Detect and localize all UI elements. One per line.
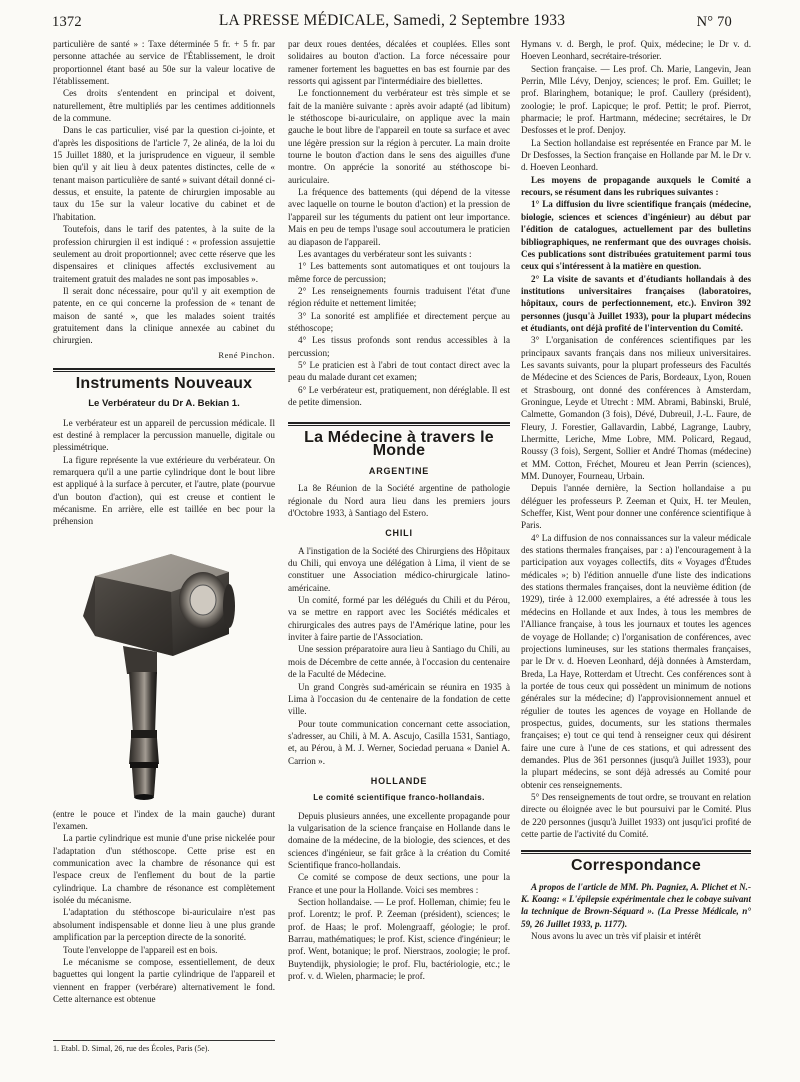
paragraph: Hymans v. d. Bergh, le prof. Quix, médecine; le Dr v. d. Hoeven Leonhard, secrétaire-trésorier. (521, 39, 751, 62)
paragraph: La figure représente la vue extérieure du verbérateur. On remarquera qu'il a une partie cylindrique dont le bout libre est appliqué à la surface à percuter, et l'autre, plate (pourvue d'un bouton d'action), qui est creuse et contient le mécanisme. En arrière, elle est taillée en bec pour la préhension (53, 454, 275, 527)
journal-title: LA PRESSE MÉDICALE, Samedi, 2 Septembre 1933 (218, 12, 566, 29)
paragraph: Nous avons lu avec un très vif plaisir et intérêt (531, 931, 702, 942)
column-middle (288, 38, 510, 1068)
footnote: 1. Etabl. D. Simal, 26, rue des Écoles, Paris (5e). (53, 1040, 275, 1053)
page-number: 1372 (52, 14, 82, 30)
paragraph: Le fonctionnement du verbérateur est très simple et se fait de la manière suivante : après avoir adapté (ad libitum) le stéthoscope bi-auriculaire, on applique avec la main gauche le bout libre de l'appareil en toute sa surface et avec une légère pression sur la région à percuter. La main droite tourne le bouton d'action dans le sens des aiguilles d'une montre. On apprécie la sonorité au stéthoscope bi-auriculaire. (288, 88, 510, 185)
column-right (521, 38, 751, 1068)
paragraph: Le verbérateur est un appareil de percussion médicale. Il est destiné à remplacer la percussion manuelle, digitale ou plessimétrique. (53, 417, 275, 453)
paragraph: Depuis plusieurs années, une excellente propagande pour la vulgarisation de la science française en Hollande dans le domaine de la médecine, de la biologie, des sciences, et des sciences d'ingénieur, se fait grâce à la création du Comité Scientifique franco-hollandais. (288, 810, 510, 870)
paragraph: 5° Le praticien est à l'abri de tout contact direct avec la peau du malade durant cet examen; (288, 359, 510, 383)
section-rule (53, 368, 275, 370)
paragraph: 2° La visite de savants et d'étudiants hollandais à des institutions universitaires françaises (laboratoires, hôpitaux, cours de perfectionnement, etc.). Environ 392 personnes (jusqu'à Juillet 1933), pour la plupart médecins et étudiants, ont déjà profité de l'intervention du Comité. (521, 273, 751, 333)
paragraph: Section hollandaise. — Le prof. Holleman, chimie; feu le prof. Lorentz; le prof. P. Zeeman (président), sciences; le prof. de Haas; le prof. Molengraaff, géologie; le prof. Barrau, mathématiques; le prof. Kist, science d'ingénieur; le prof. Went, botanique; le prof. Nierstraos, zoologie; le prof. Buytendijk, physiologie; le prof. Flu, bactériologie, etc.; le prof. v. d. Wielen, pharmacie; le prof. (288, 897, 510, 982)
section-rule (53, 371, 275, 372)
paragraph: La Section hollandaise est représentée en France par M. le Dr Desfosses, la Section française en Hollande par M. le Dr v. d. Hoeven Leonhard. (521, 137, 751, 173)
section-rule (288, 422, 510, 424)
paragraph: Pour toute communication concernant cette association, s'adresser, au Chili, à M. A. Ascujo, Casilla 1531, Santiago, et, au Pérou, à M. J. Werner, Sociedad peruana « Daniel A. Carrion ». (288, 718, 510, 766)
paragraph: 6° Le verbérateur est, pratiquement, non déréglable. Il est de petite dimension. (288, 384, 510, 407)
paragraph: Depuis l'année dernière, la Section hollandaise a pu déléguer les professeurs P. Zeeman et Quix, H. ter Meulen, Scheffer, Kist, Went pour donner une conférence scientifique à Paris. (521, 483, 751, 531)
issue-number: N° 70 (696, 14, 732, 30)
paragraph: Un comité, formé par les délégués du Chili et du Pérou, va se mettre en rapport avec les Sociétés médicales et chirurgicales des autres pays de l'Amérique latine, pour les inviter à faire partie de l'Association. (288, 595, 510, 643)
paragraph: La 8e Réunion de la Société argentine de pathologie régionale du Nord aura lieu dans les premiers jours d'Octobre 1933, à Santiago del Estero. (288, 483, 510, 519)
paragraph: Les avantages du verbérateur sont les suivants : (298, 248, 472, 259)
hollande-subheading: Le comité scientifique franco-hollandais. (313, 793, 485, 803)
country-heading-hollande: HOLLANDE (370, 775, 428, 786)
paragraph: (entre le pouce et l'index de la main gauche) durant l'examen. (53, 808, 275, 832)
paragraph: 2° Les renseignements fournis traduisent l'état d'une région réduite et nettement limitée; (288, 285, 510, 309)
article-subtitle: Le Verbérateur du Dr A. Bekian 1. (88, 398, 240, 410)
section-title-instruments: Instruments Nouveaux (75, 374, 253, 392)
paragraph: 1° La diffusion du livre scientifique français (médecine, biologie, sciences et sciences d'ingénieur) au début par l'édition de catalogues, actuellement par des bulletins bibliographiques, ne renfermant que des ouvrages choisis. Ces publications sont distribuées gratuitement parmi tous ceux qui s'intéressent à la matière en question. (521, 199, 751, 272)
paragraph: La partie cylindrique est munie d'une prise nickelée pour l'adaptation d'un stéthoscope. Cette prise est en communication avec la chambre de résonance qui est l'espace creux de l'enflement du bout de la partie cylindrique. La chambre de résonance est complètement isolée du mécanisme. (53, 833, 275, 906)
paragraph: 4° La diffusion de nos connaissances sur la valeur médicale des stations thermales françaises, par : a) l'encouragement à la participation aux voyages collectifs, dits « Voyages d'Études médicales »; b) l'édition annuelle d'une liste des indications des stations thermales françaises, dont la neuvième édition (de 1929), tirée à 12.000 exemplaires, a été adressée à tous les médecins en Hollande et aux Indes, à tous les membres de l'Alliance française, à tous les journaux et toutes les agences de voyage de Hollande; c) l'organisation de conférences, avec projections lumineuses, sur les stations thermales françaises, par le Dr v. d. Hoeven Leonhard, déjà données à Amsterdam, Breda, La Haye, Rotterdam et Utrecht. Ces conférences sont à la portée de tous ceux qui possèdent un minimum de notions générales sur la médecine; d) l'approvisionnement annuel et régulier de toutes les agences de voyage en Hollande de prospectus, guides, documents, sur les stations thermales françaises; e) tout ce qui tend à renseigner ceux qui désirent faire une cure à l'une de ces stations, et qui adressent des demandes. Plus de 361 personnes (jusqu'à Juillet 1933), pour la plupart médecins, se sont déjà adressés au Comité pour obtenir ces renseignements. (521, 532, 751, 790)
paragraph: 4° Les tissus profonds sont rendus accessibles à la percussion; (288, 335, 510, 358)
paragraph: Section française. — Les prof. Ch. Marie, Langevin, Jean Perrin, Mlle Lévy, Denjoy, sciences; le prof. Em. Guillet; le prof. Blaringhem, botanique; le prof. Caullery (président), zoologie; le prof. Lapicque; le prof. Pettit; le prof. Pierrot, pharmacie; le prof. Hartmann, médecine; secrétaires, le Dr Desfosses et le prof. Denjoy. (521, 63, 751, 136)
paragraph: Un grand Congrès sud-américain se réunira en 1935 à Lima à l'occasion du 4e centenaire de la fondation de cette ville. (288, 681, 510, 717)
section-title-correspondance: Correspondance (571, 857, 701, 875)
paragraph: Toute l'enveloppe de l'appareil est en bois. (63, 944, 218, 955)
paragraph: Le mécanisme se compose, essentiellement, de deux baguettes qui longent la partie cylindrique de l'appareil et viennent en frapper (verbérare) alternativement le fond. Cette alternance est obtenue (53, 956, 275, 1004)
country-heading-argentine: ARGENTINE (368, 466, 430, 476)
section-rule (288, 425, 510, 426)
paragraph: 3° La sonorité est amplifiée et directement perçue au stéthoscope; (288, 310, 510, 333)
signature: René Pinchon. (218, 349, 275, 360)
paragraph: Dans le cas particulier, visé par la question ci-jointe, et d'après les dispositions de l'article 7, 2e alinéa, de la loi du 15 Juillet 1880, et la jurisprudence en vigueur, il semble bien qu'il y ait lieu à deux patentes distinctes, celle de « tenant maison particulière de santé » suivant détail donné ci-dessus, et ensuite, la patente de chirurgien imposable au taux du 15e sur la valeur locative du cabinet et de l'habitation. (53, 125, 275, 222)
paragraph: 5° Des renseignements de tout ordre, se trouvant en relation directe ou éloignée avec le but poursuivi par le Comité. Plus de 220 personnes (jusqu'à Juillet 1933) ont jusqu'ici profité de cette partie de l'activité du Comité. (521, 791, 751, 839)
paragraph: 3° L'organisation de conférences scientifiques par les principaux savants français dans nos milieux universitaires. Les savants suivants, pour la plupart professeurs des Facultés de Médecine et des Sciences de Paris, Bordeaux, Lyon, Rouen et Strasbourg, ont donné des conférences à Amsterdam, Groningue, Leyde et Utrecht : MM. Abrami, Babinski, Brulé, Calmette, Gomandon (3 fois), Dévé, Dubreuil, J.-L. Faure, de Fleury, J. Forestier, Gallavardin, Labbé, Lagrange, Laubry, Lhermitte, Leriche, Mme Lobre, MM. Policard, Regaud, Roussy (3 fois), Sergent, Sollier et André Thomas (médecine) et MM. Cotton, Fréchet, Moureu et Jean Perrin (sciences), MM. Dunoyer, Fourneau, Urbain. (521, 335, 751, 482)
page-header (52, 10, 732, 32)
verberateur-illustration-icon (53, 534, 275, 804)
paragraph: La fréquence des battements (qui dépend de la vitesse avec laquelle on tourne le bouton d'action) et la pression de l'appareil sur les téguments du patient ont leur importance. Mais en peu de temps l'usage soul accoutumera le praticien au diapason de l'appareil. (288, 187, 510, 247)
paragraph: L'adaptation du stéthoscope bi-auriculaire n'est pas absolument indispensable et donne lieu à une plus grande amplification par la perception directe de la sonorité. (53, 907, 275, 943)
paragraph: Les moyens de propagande auxquels le Comité a recours, se résument dans les rubriques suivantes : (521, 174, 751, 198)
paragraph: Toutefois, dans le tarif des patentes, à la suite de la profession chirurgien il est indiqué : « profession assujettie seulement au droit proportionnel; avec cette réserve que les dispensaires et cliniques affectés exclusivement au traitement gratuit des malades ne sont pas imposables ». (53, 224, 275, 284)
column-left (53, 38, 275, 1038)
paragraph: particulière de santé » : Taxe déterminée 5 fr. + 5 fr. par personne attachée au service de l'Établissement, le droit proportionnel étant basé au 50e sur la valeur locative de l'établissement. (53, 39, 275, 87)
paragraph: par deux roues dentées, décalées et couplées. Elles sont solidaires au bouton d'action. La force nécessaire pour ramener fortement les baguettes en bas est fournie par des ressorts qui agissent par l'intermédiaire des biellettes. (288, 39, 510, 87)
section-rule (521, 850, 751, 852)
correspondance-heading: A propos de l'article de MM. Ph. Pagniez, A. Plichet et N.-K. Koang: « L'épilepsie expérimentale chez le cobaye suivant la technique de Brown-Séquard ». (La Presse Médicale, n° 59, 26 Juillet 1933, p. 1177). (521, 881, 751, 929)
paragraph: 1° Les battements sont automatiques et ont toujours la même force de percussion; (288, 261, 510, 284)
country-heading-chili: CHILI (385, 528, 413, 539)
section-title-medecine-monde: La Médecine à travers le Monde (304, 429, 494, 459)
paragraph: Ces droits s'entendent en principal et doivent, naturellement, être multipliés par les centimes additionnels de la commune. (53, 88, 275, 124)
paragraph: Une session préparatoire aura lieu à Santiago du Chili, au mois de Décembre de cette année, à l'occasion du centenaire de la Faculté de Médecine. (288, 644, 510, 680)
paragraph: A l'instigation de la Société des Chirurgiens des Hôpitaux du Chili, qui envoya une délégation à Lima, il vient de se constituer une Association médico-chirurgicale latino-américaine. (288, 545, 510, 593)
paragraph: Ce comité se compose de deux sections, une pour la France et une pour la Hollande. Voici ses membres : (288, 872, 510, 895)
paragraph: Il serait donc nécessaire, pour qu'il y ait exemption de patente, en ce qui concerne la profession de « tenant de maison de santé », que les malades soient traités gratuitement dans la clinique annexée au cabinet du chirurgien. (53, 285, 275, 346)
section-rule (521, 853, 751, 854)
